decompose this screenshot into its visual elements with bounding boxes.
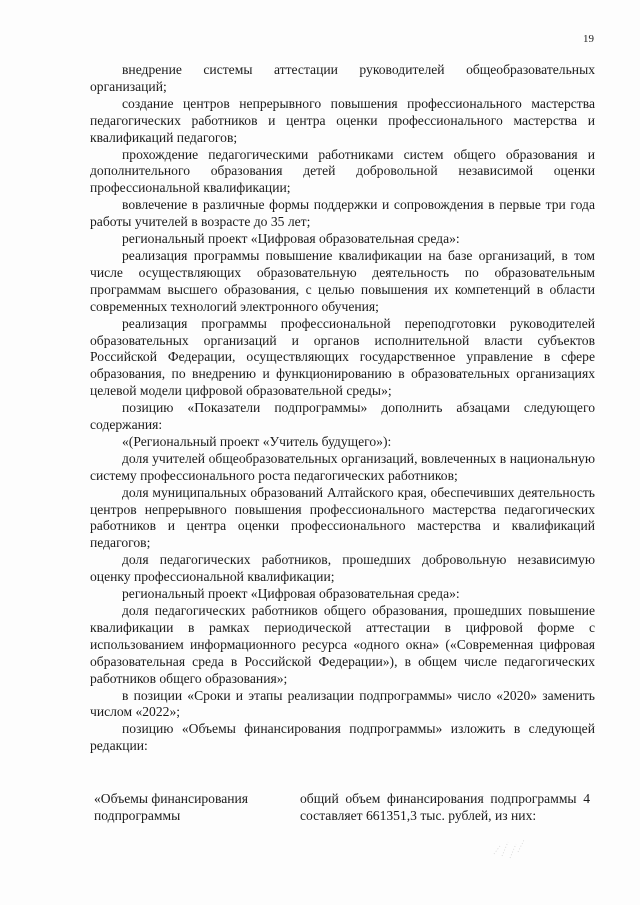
paragraph: доля учителей общеобразовательных организаций, вовлеченных в национальную систему профессионального роста педагогических работников;: [90, 450, 595, 483]
paragraph: доля педагогических работников, прошедших добровольную независимую оценку профессиональной квалификации;: [90, 552, 595, 585]
paragraph: вовлечение в различные формы поддержки и сопровождения в первые три года работы учителей в возрасте до 35 лет;: [90, 197, 595, 230]
paragraph: в позиции «Сроки и этапы реализации подпрограммы» число «2020» заменить числом «2022»;: [90, 687, 595, 720]
table-label-cell: «Объемы финансирования подпрограммы: [94, 791, 249, 823]
paragraph: внедрение системы аттестации руководителей общеобразовательных организаций;: [90, 62, 595, 94]
paragraph: доля педагогических работников общего образования, прошедших повышение квалификации в рамках периодической аттестации в цифровой форме с использованием информационного ресурса «одного окна» («Современная цифровая образовательная среда в Российской Федерации»), в общем числе педагогических работников общего образования»;: [90, 603, 595, 686]
paragraph: «(Региональный проект «Учитель будущего»):: [122, 433, 392, 449]
paragraph: позицию «Объемы финансирования подпрограммы» изложить в следующей редакции:: [90, 721, 595, 754]
paragraph: создание центров непрерывного повышения профессионального мастерства педагогических работников и центра оценки профессионального мастерства и квалификаций педагогов;: [90, 95, 595, 145]
paragraph: региональный проект «Цифровая образовательная среда»:: [122, 231, 460, 247]
document-body: [90, 62, 595, 755]
paragraph: реализация программы повышение квалификации на базе организаций, в том числе осуществляющих образовательную деятельность по образовательным программам высшего образования, с целью повышения их компетенций в области современных технологий электронного обучения;: [90, 247, 595, 314]
table-value-cell: общий объем финансирования подпрограммы 4 составляет 661351,3 тыс. рублей, из них:: [300, 791, 590, 823]
paragraph: прохождение педагогическими работниками систем общего образования и дополнительного образования детей добровольной независимой оценки профессиональной квалификации;: [90, 146, 595, 196]
paragraph: реализация программы профессиональной переподготовки руководителей образовательных организаций и органов исполнительной власти субъектов Российской Федерации, осуществляющих государственное управление в сфере образования, по внедрению и функционированию в образовательных организациях целевой модели цифровой образовательной среды»;: [90, 315, 595, 399]
paragraph: региональный проект «Цифровая образовательная среда»:: [122, 586, 460, 602]
paragraph: доля муниципальных образований Алтайского края, обеспечивших деятельность центров непрерывного повышения профессионального мастерства педагогических работников и центра оценки профессионального мастерства и квалификаций педагогов;: [90, 484, 595, 551]
page-number: 19: [583, 33, 594, 45]
paragraph: позицию «Показатели подпрограммы» дополнить абзацами следующего содержания:: [90, 400, 595, 433]
faint-mark-icon: [490, 832, 530, 862]
